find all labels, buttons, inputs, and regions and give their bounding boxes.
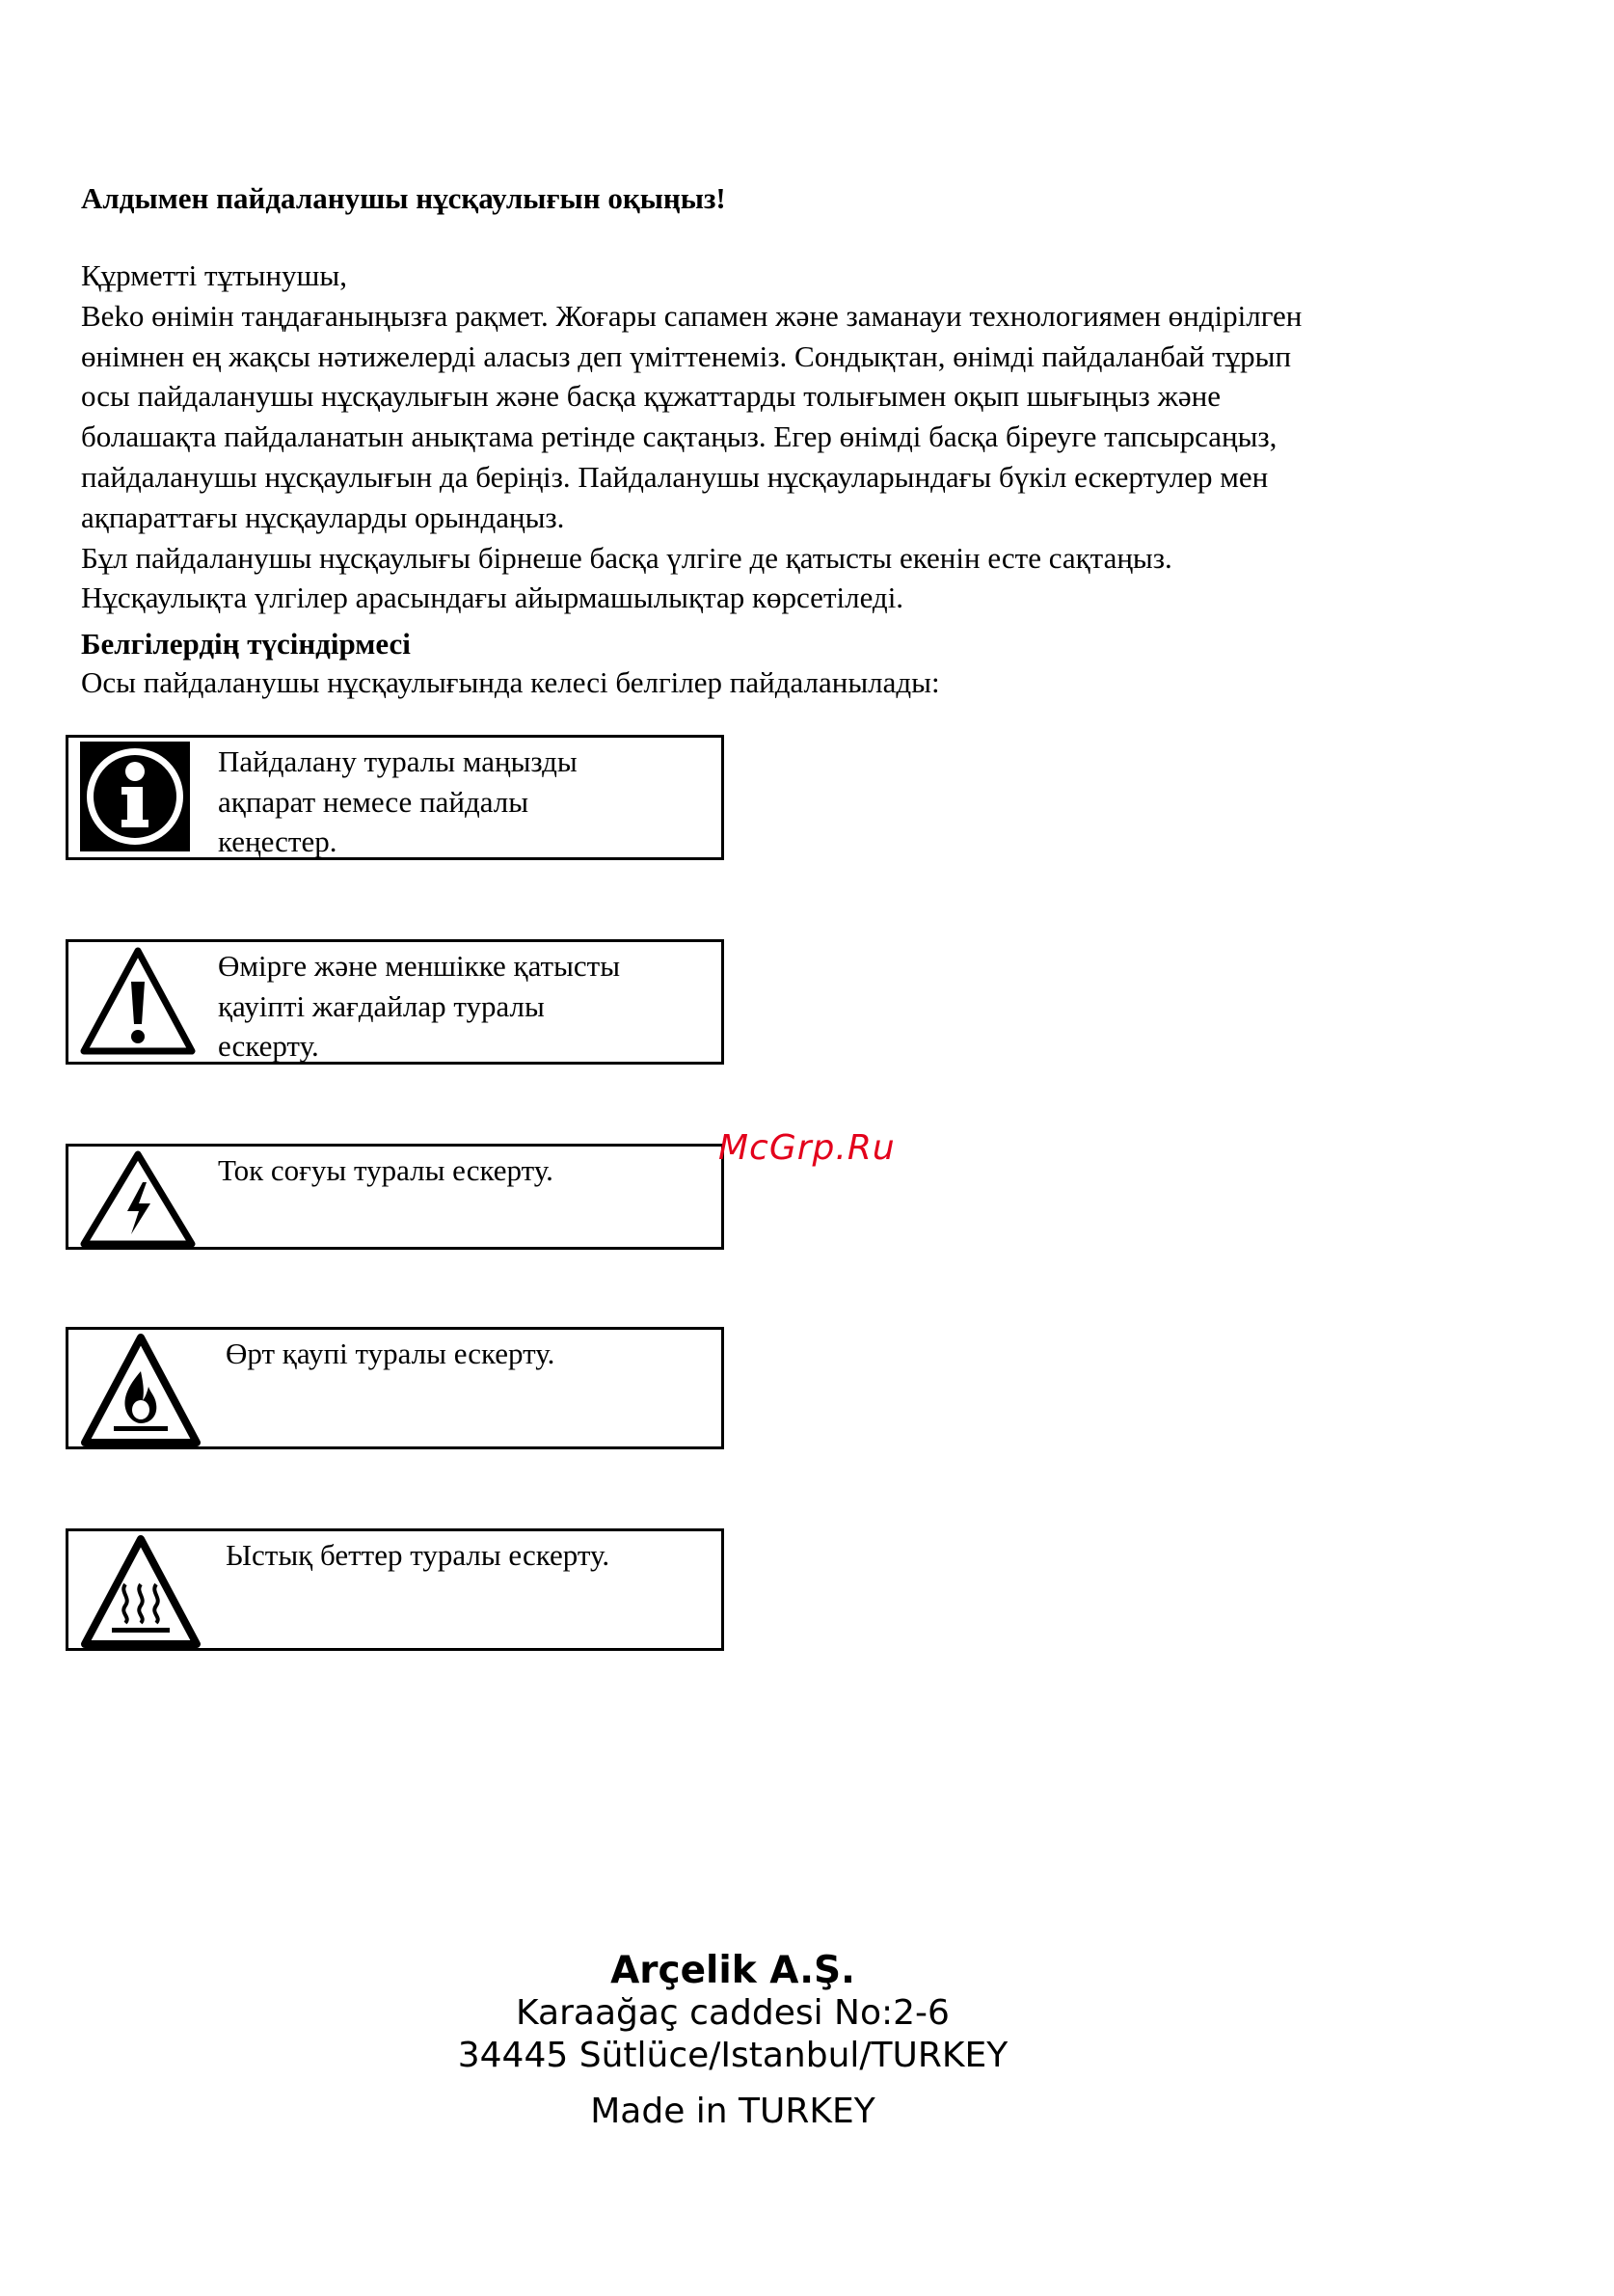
hot-surface-icon [79, 1534, 202, 1655]
watermark: McGrp.Ru [718, 1128, 896, 1168]
info-icon [79, 741, 191, 857]
intro-line: болашақта пайдаланатын анықтама ретінде сақтаңыз. Егер өнімді басқа біреуге тапсырсаңыз, [81, 419, 1278, 454]
intro-line: пайдаланушы нұсқаулығын да беріңіз. Пайдаланушы нұсқауларындағы бүкіл ескертулер мен [81, 459, 1269, 494]
intro-line: Beko өнімін таңдағаныңызға рақмет. Жоғары сапамен және заманауи технологиямен өндірілген [81, 298, 1303, 333]
made-in-label: Made in TURKEY [590, 2092, 875, 2131]
symbol-text-warning: Өмірге және меншікке қатысты қауіпті жағдайлар туралы ескерту. [218, 949, 621, 1063]
symbol-text-info: Пайдалану туралы маңызды ақпарат немесе пайдалы кеңестер. [218, 744, 578, 858]
symbol-box-fire [66, 1327, 724, 1449]
manufacturer-address [371, 1950, 1094, 2133]
warning-icon [79, 945, 197, 1064]
intro-text [81, 256, 1566, 618]
electric-shock-icon [79, 1149, 197, 1255]
address-line: 34445 Sütlüce/Istanbul/TURKEY [457, 2036, 1009, 2075]
symbols-intro: Осы пайдаланушы нұсқаулығында келесі белгілер пайдаланылады: [81, 665, 940, 699]
symbol-box-warning [66, 939, 724, 1065]
symbol-box-info [66, 735, 724, 860]
symbol-text-hot-surface: Ыстық беттер туралы ескерту. [226, 1538, 610, 1572]
symbol-box-hot-surface [66, 1528, 724, 1651]
symbol-box-electric [66, 1144, 724, 1250]
intro-line: осы пайдаланушы нұсқаулығын және басқа құжаттарды толығымен оқып шығыңыз және [81, 379, 1221, 414]
page-heading: Алдымен пайдаланушы нұсқаулығын оқыңыз! [81, 181, 726, 215]
intro-line: ақпараттағы нұсқауларды орындаңыз. [81, 500, 565, 534]
symbol-text-electric: Ток соғуы туралы ескерту. [218, 1153, 553, 1187]
intro-line: өнімнен ең жақсы нәтижелерді аласыз деп үміттенеміз. Сондықтан, өнімді пайдаланбай тұрып [81, 338, 1292, 373]
address-line: Karaağaç caddesi No:2-6 [516, 1993, 950, 2033]
intro-line: Нұсқаулықта үлгілер арасындағы айырмашылықтар көрсетіледі. [81, 581, 904, 615]
symbol-text-fire: Өрт қаупі туралы ескерту. [226, 1337, 555, 1370]
intro-line: Құрметті тұтынушы, [81, 258, 348, 292]
intro-line: Бұл пайдаланушы нұсқаулығы бірнеше басқа үлгіге де қатысты екенін есте сақтаңыз. [81, 540, 1172, 575]
symbols-heading: Белгілердің түсіндірмесі [81, 627, 411, 661]
fire-hazard-icon [79, 1333, 202, 1453]
company-name: Arçelik A.Ş. [610, 1949, 855, 1992]
